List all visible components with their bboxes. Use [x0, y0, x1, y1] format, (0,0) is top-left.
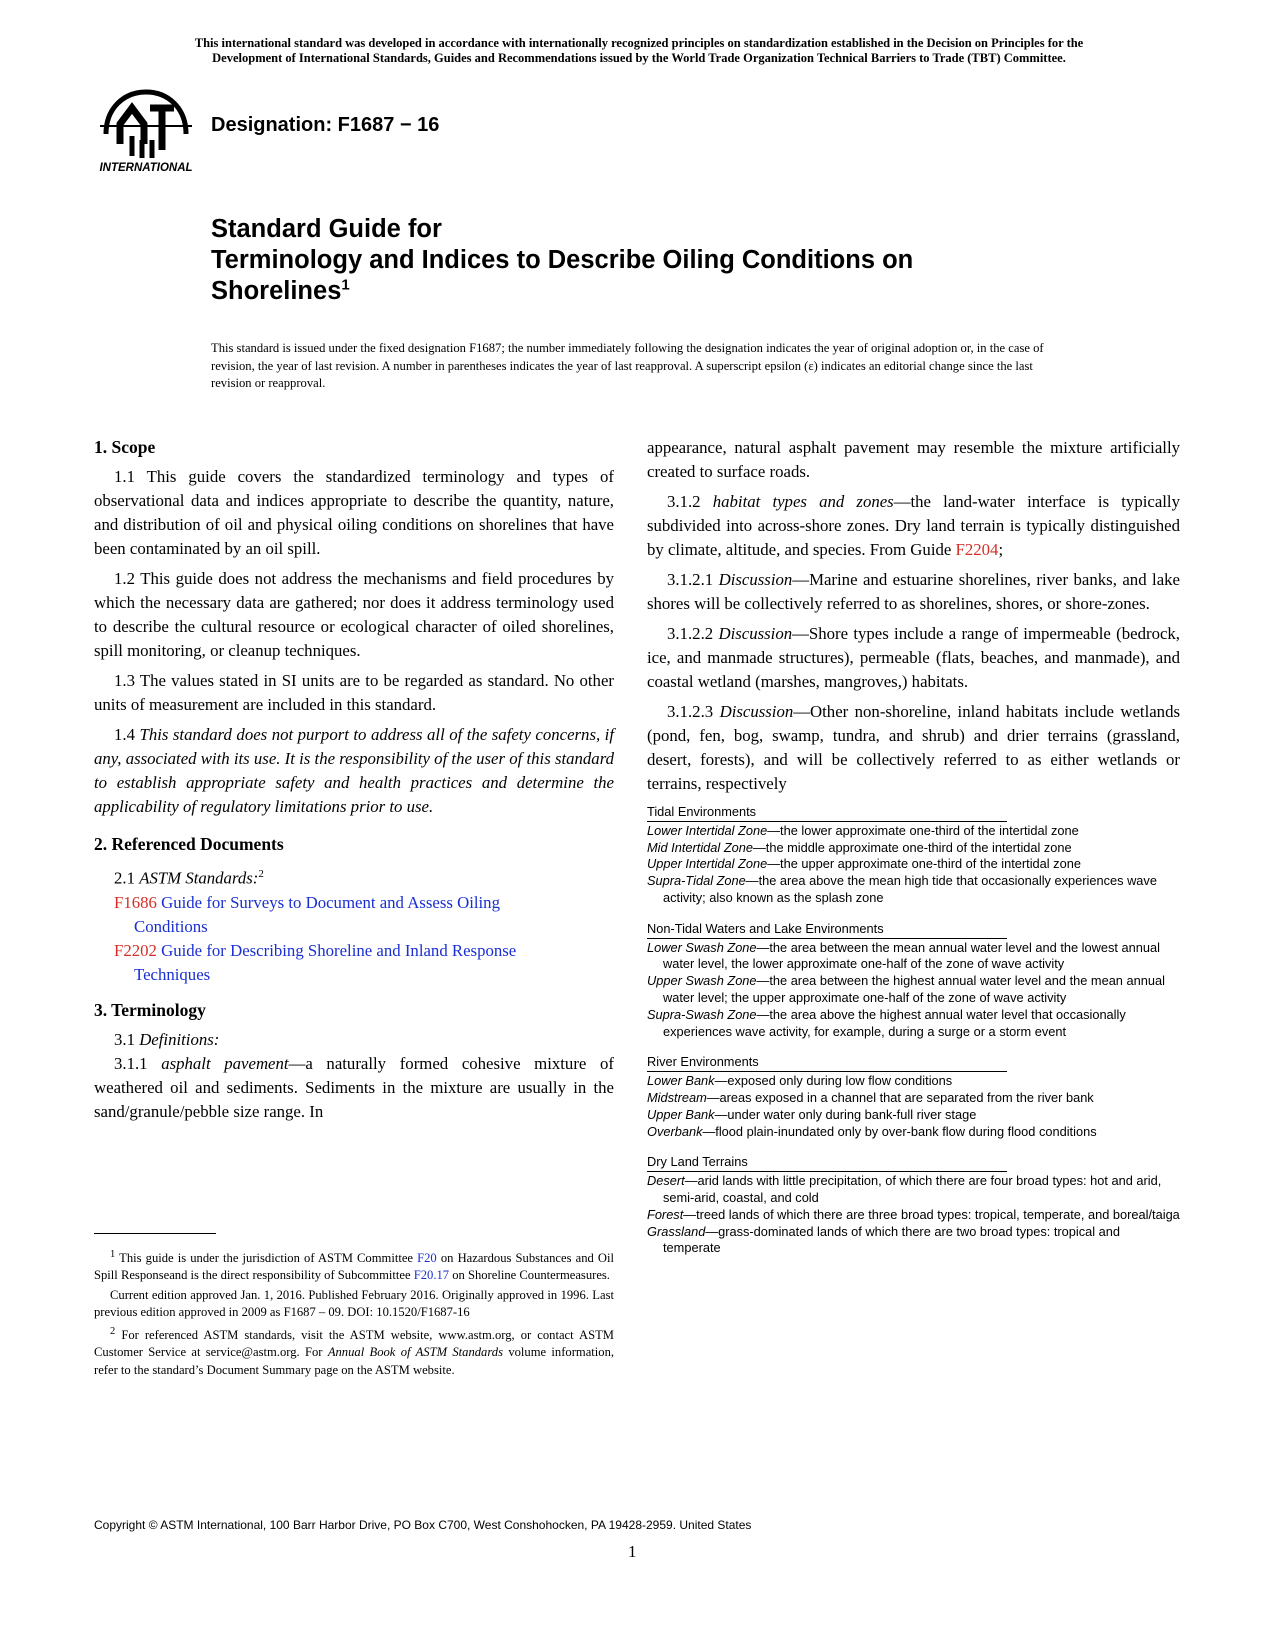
zones-table: [647, 804, 1180, 1257]
zone-group-non-tidal: [647, 921, 1180, 1041]
zone-item: Supra-Swash Zone—the area above the highest annual water level that occasionally experiences wave activity, for example, during a surge or a storm event: [647, 1006, 1126, 1039]
zone-item: Overbank—flood plain-inundated only by over-bank flow during flood conditions: [647, 1123, 1097, 1139]
para-3-1-1: 3.1.1 asphalt pavement—a naturally formed cohesive mixture of weathered oil and sediments. Sediments in the mixture are usually in the sand/granule/pebble size range. In: [94, 1053, 614, 1121]
footnote-divider: [94, 1233, 216, 1234]
title-line-1: Standard Guide for: [211, 215, 442, 243]
zone-item: Mid Intertidal Zone—the middle approximate one-third of the intertidal zone: [647, 839, 1072, 855]
zone-item: Supra-Tidal Zone—the area above the mean high tide that occasionally experiences wave activity; also known as the splash zone: [647, 873, 1157, 905]
zone-item: Upper Swash Zone—the area between the highest annual water level and the mean annual water level; the upper approximate one-half of the zone of wave activity: [647, 973, 1165, 1005]
zone-group-river: [647, 1054, 1180, 1140]
para-2-1: 2.1 ASTM Standards:$^2$: [114, 868, 264, 888]
section-1-heading: 1. Scope: [94, 437, 156, 457]
notice-line-1: This international standard was developed in accordance with internationally recognized principles on standardization established in the Decision on Principles for the: [194, 36, 1084, 50]
para-3-1: 3.1 Definitions:: [114, 1029, 220, 1049]
zone-item: Upper Intertidal Zone—the upper approximate one-third of the intertidal zone: [647, 856, 1081, 872]
f20-17-link[interactable]: F20.17: [413, 1268, 450, 1283]
footnote-1: $^1$ This guide is under the jurisdiction of ASTM Committee F20 on Hazardous Substances and Oil Spill Responseand is the direct responsibility of Subcommittee F20.17 on Shoreline Countermeasures.: [94, 1249, 614, 1283]
standards-notice: [94, 36, 1184, 66]
para-1-2: 1.2 This guide does not address the mechanisms and field procedures by which the necessary data are gathered; nor does it address terminology used to describe the cultural resource or ecological character of oiled shorelines, spill monitoring, or cleanup techniques.: [94, 569, 614, 660]
para-1-3: 1.3 The values stated in SI units are to be regarded as standard. No other units of measurement are included in this standard.: [94, 671, 614, 714]
reference-f1686[interactable]: F1686 Guide for Surveys to Document and Assess Oiling Conditions: [114, 892, 500, 936]
para-3-1-2-3: 3.1.2.3 Discussion—Other non-shoreline, inland habitats include wetlands (pond, fen, bog, swamp, tundra, and shrub) and drier terrains (grassland, desert, forests), and will be collectively referred to as either wetlands or terrains, respectively: [647, 702, 1180, 793]
zone-item: Lower Swash Zone—the area between the mean annual water level and the lowest annual water level, the lower approximate one-half of the zone of wave activity: [647, 939, 1160, 972]
standard-issuance-note: This standard is issued under the fixed designation F1687; the number immediately following the designation indicates the year of original adoption or, in the case of revision, the year of last revision. A number in parentheses indicates the year of last reapproval. A superscript epsilon (ε) indicates an editorial change since the last revision or reapproval.: [211, 341, 1044, 390]
f20-link[interactable]: F20: [417, 1251, 437, 1266]
zone-item: Forest—treed lands of which there are three broad types: tropical, temperate, and boreal/taiga: [647, 1206, 1180, 1222]
para-3-1-1-continued: appearance, natural asphalt pavement may resemble the mixture artificially created to surface roads.: [647, 438, 1180, 481]
zone-group-title: Tidal Environments: [647, 804, 1007, 822]
zone-group-title: Non-Tidal Waters and Lake Environments: [647, 921, 1007, 939]
zone-item: Lower Bank—exposed only during low flow conditions: [647, 1073, 953, 1089]
left-column: [94, 436, 614, 1130]
footnote-1-edition: Current edition approved Jan. 1, 2016. Published February 2016. Originally approved in 1996. Last previous edition approved in 2009 as F1687 – 09. DOI: 10.1520/F1687-16: [94, 1287, 614, 1319]
para-3-1-2-1: 3.1.2.1 Discussion—Marine and estuarine shorelines, river banks, and lake shores will be collectively referred to as shorelines, shores, or shore-zones.: [647, 570, 1180, 613]
zone-item: Grassland—grass-dominated lands of which there are two broad types: tropical and temperate: [647, 1223, 1121, 1256]
copyright-line: Copyright © ASTM International, 100 Barr Harbor Drive, PO Box C700, West Conshohocken, PA 19428-2959. United States: [94, 1518, 752, 1532]
right-column: [647, 436, 1180, 1271]
zone-item: Lower Intertidal Zone—the lower approximate one-third of the intertidal zone: [647, 822, 1079, 838]
para-1-1: 1.1 This guide covers the standardized terminology and types of observational data and indices appropriate to describe the quantity, nature, and distribution of oil and physical oiling conditions on shorelines that have been contaminated by an oil spill.: [94, 467, 614, 558]
title-footnote-mark[interactable]: 1: [341, 276, 350, 294]
footnote-2: $^2$ For referenced ASTM standards, visit the ASTM website, www.astm.org, or contact ASTM Customer Service at service@astm.org. For Annual Book of ASTM Standards volume information, refer to the standard’s Document Summary page on the ASTM website.: [94, 1326, 615, 1377]
zone-group-dry-land: [647, 1154, 1180, 1257]
footnotes: [94, 1246, 614, 1381]
para-3-1-2-2: 3.1.2.2 Discussion—Shore types include a range of impermeable (bedrock, ice, and manmade structures), permeable (flats, beaches, and manmade), and coastal wetland (marshes, mangroves,) habitats.: [647, 624, 1180, 691]
reference-f2204-link[interactable]: F2204: [955, 540, 999, 559]
zone-group-tidal: [647, 804, 1180, 907]
zone-group-title: Dry Land Terrains: [647, 1154, 1007, 1172]
title-line-2: Terminology and Indices to Describe Oiling Conditions on: [211, 246, 914, 274]
svg-text:INTERNATIONAL: INTERNATIONAL: [99, 162, 193, 174]
section-3-heading: 3. Terminology: [94, 999, 206, 1020]
reference-f2202[interactable]: F2202 Guide for Describing Shoreline and Inland Response Techniques: [114, 940, 517, 984]
para-3-1-2: 3.1.2 habitat types and zones—the land-water interface is typically subdivided into across-shore zones. Dry land terrain is typically distinguished by climate, altitude, and species. From Guide F2204;: [647, 492, 1180, 559]
zone-item: Upper Bank—under water only during bank-full river stage: [647, 1106, 977, 1122]
zone-item: Desert—arid lands with little precipitation, of which there are four broad types: hot and arid, semi-arid, coastal, and cold: [647, 1173, 1162, 1205]
para-1-4: 1.4 This standard does not purport to address all of the safety concerns, if any, associated with its use. It is the responsibility of the user of this standard to establish appropriate safety and health practices and determine the applicability of regulatory limitations prior to use.: [94, 725, 614, 816]
section-2-heading: 2. Referenced Documents: [94, 834, 284, 854]
zone-group-title: River Environments: [647, 1054, 1007, 1072]
title-line-3: Shorelines$^1$: [211, 276, 350, 305]
document-title: [211, 214, 1111, 307]
zone-item: Midstream—areas exposed in a channel that are separated from the river bank: [647, 1089, 1094, 1105]
notice-line-2: Development of International Standards, Guides and Recommendations issued by the World Trade Organization Technical Barriers to Trade (TBT) Committee.: [212, 51, 1066, 65]
designation: Designation: F1687 − 16: [211, 114, 440, 136]
page-number: 1: [628, 1542, 637, 1561]
astm-logo: [92, 84, 200, 176]
